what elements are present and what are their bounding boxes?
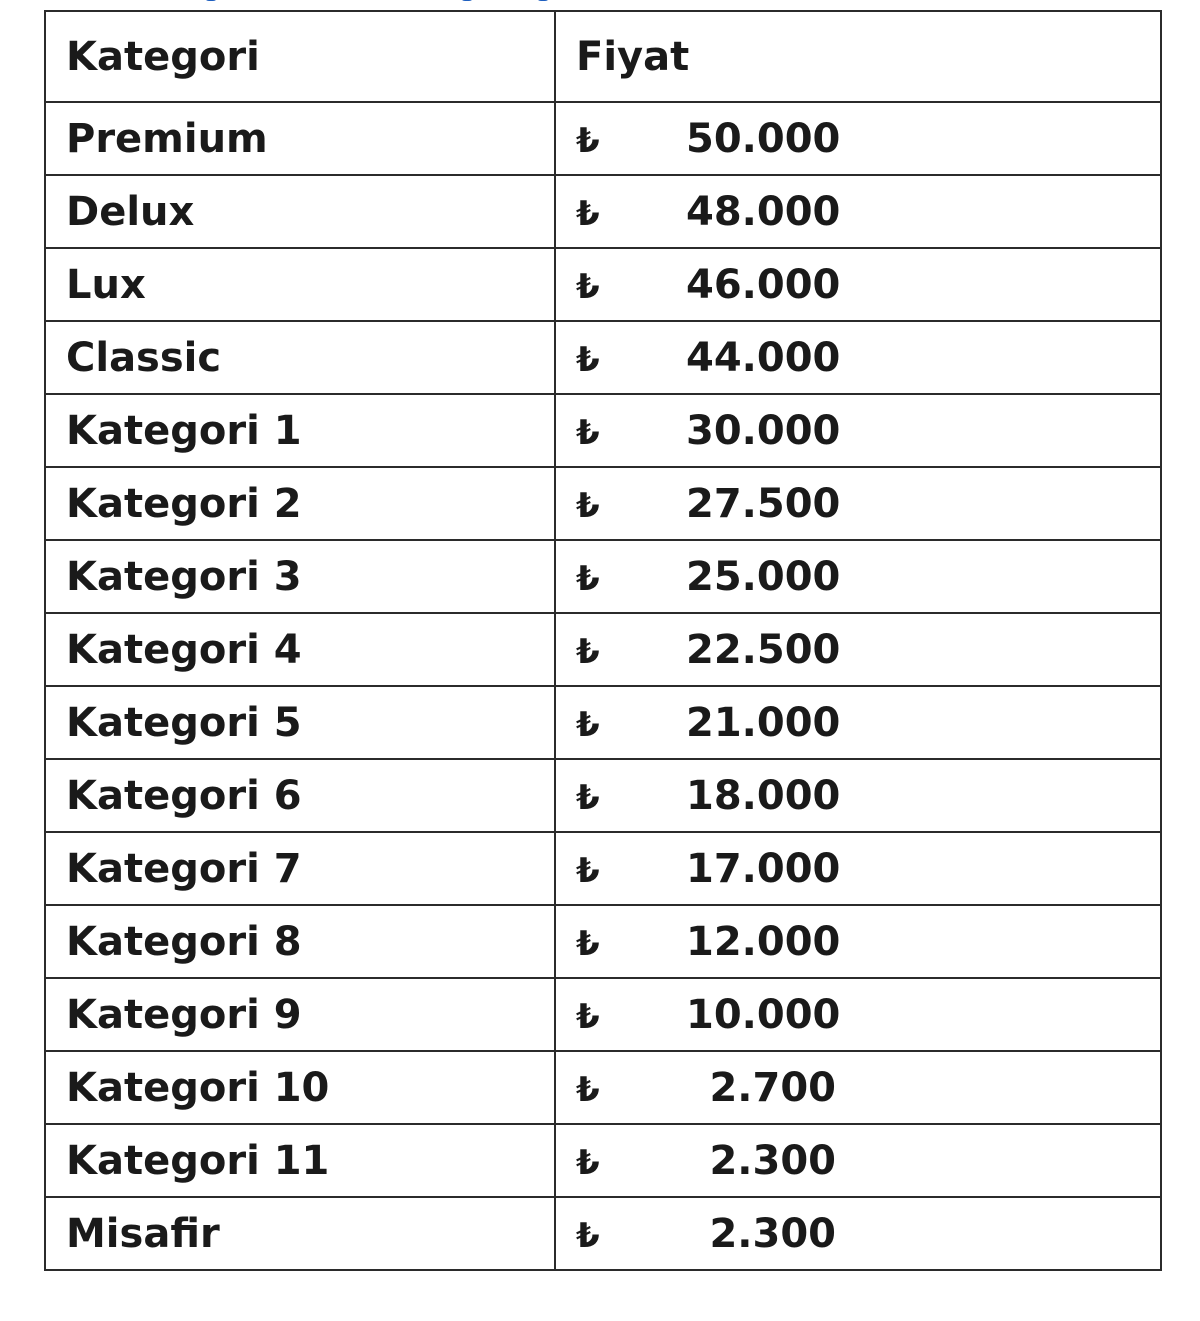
- fiyat-cell: [555, 832, 1161, 905]
- kategori-cell: Kategori 3: [45, 540, 555, 613]
- kategori-cell: Kategori 10: [45, 1051, 555, 1124]
- fiyat-cell: [555, 613, 1161, 686]
- price-amount: 50.000: [686, 115, 841, 162]
- price-amount: 22.500: [686, 626, 841, 673]
- fiyat-cell: [555, 321, 1161, 394]
- kategori-cell: Kategori 2: [45, 467, 555, 540]
- column-header-fiyat: Fiyat: [555, 11, 1161, 102]
- currency-symbol: ₺: [576, 339, 600, 380]
- currency-symbol: ₺: [576, 120, 600, 161]
- price-amount: 48.000: [686, 188, 841, 235]
- fiyat-cell: [555, 1124, 1161, 1197]
- fiyat-cell: [555, 102, 1161, 175]
- currency-symbol: ₺: [576, 1215, 600, 1256]
- currency-symbol: ₺: [576, 704, 600, 745]
- kategori-cell: Lux: [45, 248, 555, 321]
- kategori-cell: Kategori 6: [45, 759, 555, 832]
- price-amount: 21.000: [686, 699, 841, 746]
- table-row: [45, 540, 1161, 613]
- table-row: [45, 248, 1161, 321]
- table-row: [45, 978, 1161, 1051]
- table-row: [45, 1051, 1161, 1124]
- currency-symbol: ₺: [576, 923, 600, 964]
- fiyat-cell: [555, 1051, 1161, 1124]
- currency-symbol: ₺: [576, 1069, 600, 1110]
- price-amount: 46.000: [686, 261, 841, 308]
- price-amount: 30.000: [686, 407, 841, 454]
- table-row: [45, 394, 1161, 467]
- kategori-cell: Delux: [45, 175, 555, 248]
- fiyat-cell: [555, 175, 1161, 248]
- kategori-cell: Kategori 8: [45, 905, 555, 978]
- price-amount: 2.300: [709, 1210, 836, 1257]
- fiyat-cell: [555, 248, 1161, 321]
- column-header-kategori: Kategori: [45, 11, 555, 102]
- currency-symbol: ₺: [576, 1142, 600, 1183]
- table-row: [45, 613, 1161, 686]
- fiyat-cell: [555, 1197, 1161, 1270]
- kategori-cell: Kategori 4: [45, 613, 555, 686]
- kategori-cell: Kategori 7: [45, 832, 555, 905]
- price-amount: 27.500: [686, 480, 841, 527]
- kategori-cell: Kategori 1: [45, 394, 555, 467]
- link-glyph-descender: [460, 0, 474, 1]
- kategori-cell: Kategori 11: [45, 1124, 555, 1197]
- price-amount: 12.000: [686, 918, 841, 965]
- currency-symbol: ₺: [576, 558, 600, 599]
- fiyat-cell: [555, 686, 1161, 759]
- table-header-row: [45, 11, 1161, 102]
- link-glyph-descender: [204, 0, 218, 1]
- price-amount: 25.000: [686, 553, 841, 600]
- currency-symbol: ₺: [576, 631, 600, 672]
- kategori-cell: Misafir: [45, 1197, 555, 1270]
- currency-symbol: ₺: [576, 266, 600, 307]
- table-row: [45, 905, 1161, 978]
- price-amount: 2.700: [709, 1064, 836, 1111]
- fiyat-cell: [555, 978, 1161, 1051]
- fiyat-cell: [555, 467, 1161, 540]
- table-row: [45, 467, 1161, 540]
- price-amount: 2.300: [709, 1137, 836, 1184]
- table-row: [45, 1197, 1161, 1270]
- price-amount: 44.000: [686, 334, 841, 381]
- fiyat-cell: [555, 394, 1161, 467]
- table-row: [45, 759, 1161, 832]
- kategori-cell: Premium: [45, 102, 555, 175]
- fiyat-cell: [555, 759, 1161, 832]
- kategori-cell: Kategori 5: [45, 686, 555, 759]
- currency-symbol: ₺: [576, 412, 600, 453]
- kategori-cell: Kategori 9: [45, 978, 555, 1051]
- table-row: [45, 321, 1161, 394]
- kategori-cell: Classic: [45, 321, 555, 394]
- fiyat-cell: [555, 905, 1161, 978]
- table-body: [45, 102, 1161, 1270]
- price-amount: 10.000: [686, 991, 841, 1038]
- table-row: [45, 686, 1161, 759]
- table-row: [45, 102, 1161, 175]
- table-row: [45, 832, 1161, 905]
- cropped-link-underline[interactable]: [108, 0, 548, 4]
- price-table: [44, 10, 1162, 1271]
- price-amount: 17.000: [686, 845, 841, 892]
- currency-symbol: ₺: [576, 777, 600, 818]
- table-row: [45, 175, 1161, 248]
- currency-symbol: ₺: [576, 485, 600, 526]
- currency-symbol: ₺: [576, 193, 600, 234]
- currency-symbol: ₺: [576, 996, 600, 1037]
- fiyat-cell: [555, 540, 1161, 613]
- currency-symbol: ₺: [576, 850, 600, 891]
- link-glyph-descender: [536, 0, 548, 1]
- price-amount: 18.000: [686, 772, 841, 819]
- table-row: [45, 1124, 1161, 1197]
